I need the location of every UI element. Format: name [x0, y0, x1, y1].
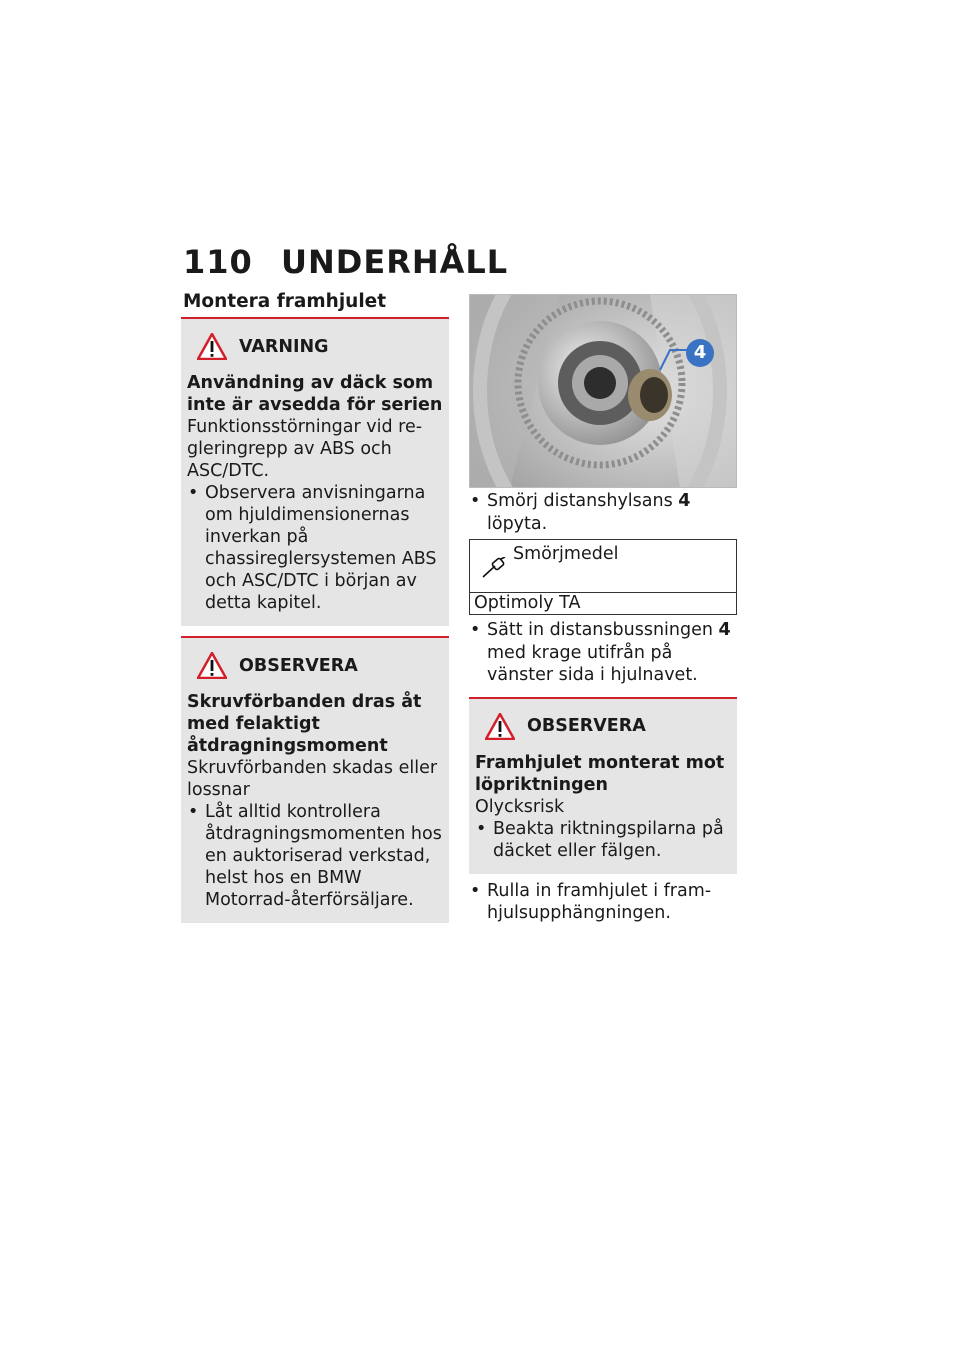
warning-bullets	[187, 482, 443, 614]
list-item: • Observera anvisningarna om hjuldimensionernas inverkan på chassireglersystemen ABS och ASC/DTC i början av detta kapitel.	[187, 482, 443, 614]
list-item: • Smörj distanshylsans 4 löpyta.	[469, 490, 737, 535]
callout-badge: 4	[686, 339, 714, 367]
warning-label: VARNING	[239, 336, 329, 357]
lubricant-header: Smörjmedel	[513, 544, 619, 564]
warning-title: Användning av däck som inte är avsedda för serien	[187, 373, 443, 415]
warning-box-observera-2	[469, 697, 737, 874]
warning-title: Skruvförbanden dras åt med felaktigt åtdragningsmoment	[187, 692, 422, 756]
warning-text: Olycksrisk	[475, 796, 565, 817]
warning-label: OBSERVERA	[239, 655, 358, 676]
list-item: • Sätt in distansbussningen 4 med krage utifrån på vänster sida i hjulnavet.	[469, 619, 737, 687]
warning-triangle-icon	[485, 713, 515, 740]
lubricant-header-cell	[470, 540, 736, 593]
list-item: • Beakta riktningspilarna på däcket eller fälgen.	[475, 818, 731, 862]
steps-list-1	[469, 490, 737, 535]
warning-box-varning	[181, 317, 449, 626]
list-item: • Rulla in framhjulet i framhjulsupphängningen.	[469, 880, 737, 925]
wheel-hub-photo	[469, 294, 737, 488]
section-title: Montera framhjulet	[183, 291, 387, 312]
list-item: • Låt alltid kontrollera åtdragningsmomenten hos en auktoriserad verkstad, helst hos en BMW Motorrad-återförsäljare.	[187, 801, 443, 911]
right-column	[469, 294, 737, 925]
steps-list-3	[469, 880, 737, 925]
warning-box-observera	[181, 636, 449, 923]
warning-label: OBSERVERA	[527, 716, 646, 736]
steps-list-2	[469, 619, 737, 687]
grease-gun-icon	[481, 557, 507, 579]
warning-bullets	[187, 801, 443, 911]
page-number: 110	[183, 243, 253, 281]
chapter-title: UNDERHÅLL	[281, 243, 509, 281]
warning-bullets	[475, 818, 731, 862]
wheel-hub-illustration	[470, 295, 736, 487]
lubricant-table	[469, 539, 737, 615]
warning-triangle-icon	[197, 652, 227, 679]
left-column	[181, 317, 449, 923]
warning-text: Funktionsstörningar vid regleringrepp av ABS och ASC/DTC.	[187, 417, 423, 481]
warning-title: Framhjulet monterat mot löpriktningen	[475, 752, 725, 795]
page-header	[183, 243, 508, 281]
warning-header	[187, 652, 443, 679]
warning-text: Skruvförbanden skadas eller lossnar	[187, 758, 438, 800]
warning-header	[187, 333, 443, 360]
warning-header	[475, 713, 731, 740]
warning-triangle-icon	[197, 333, 227, 360]
lubricant-name: Optimoly TA	[474, 593, 581, 613]
